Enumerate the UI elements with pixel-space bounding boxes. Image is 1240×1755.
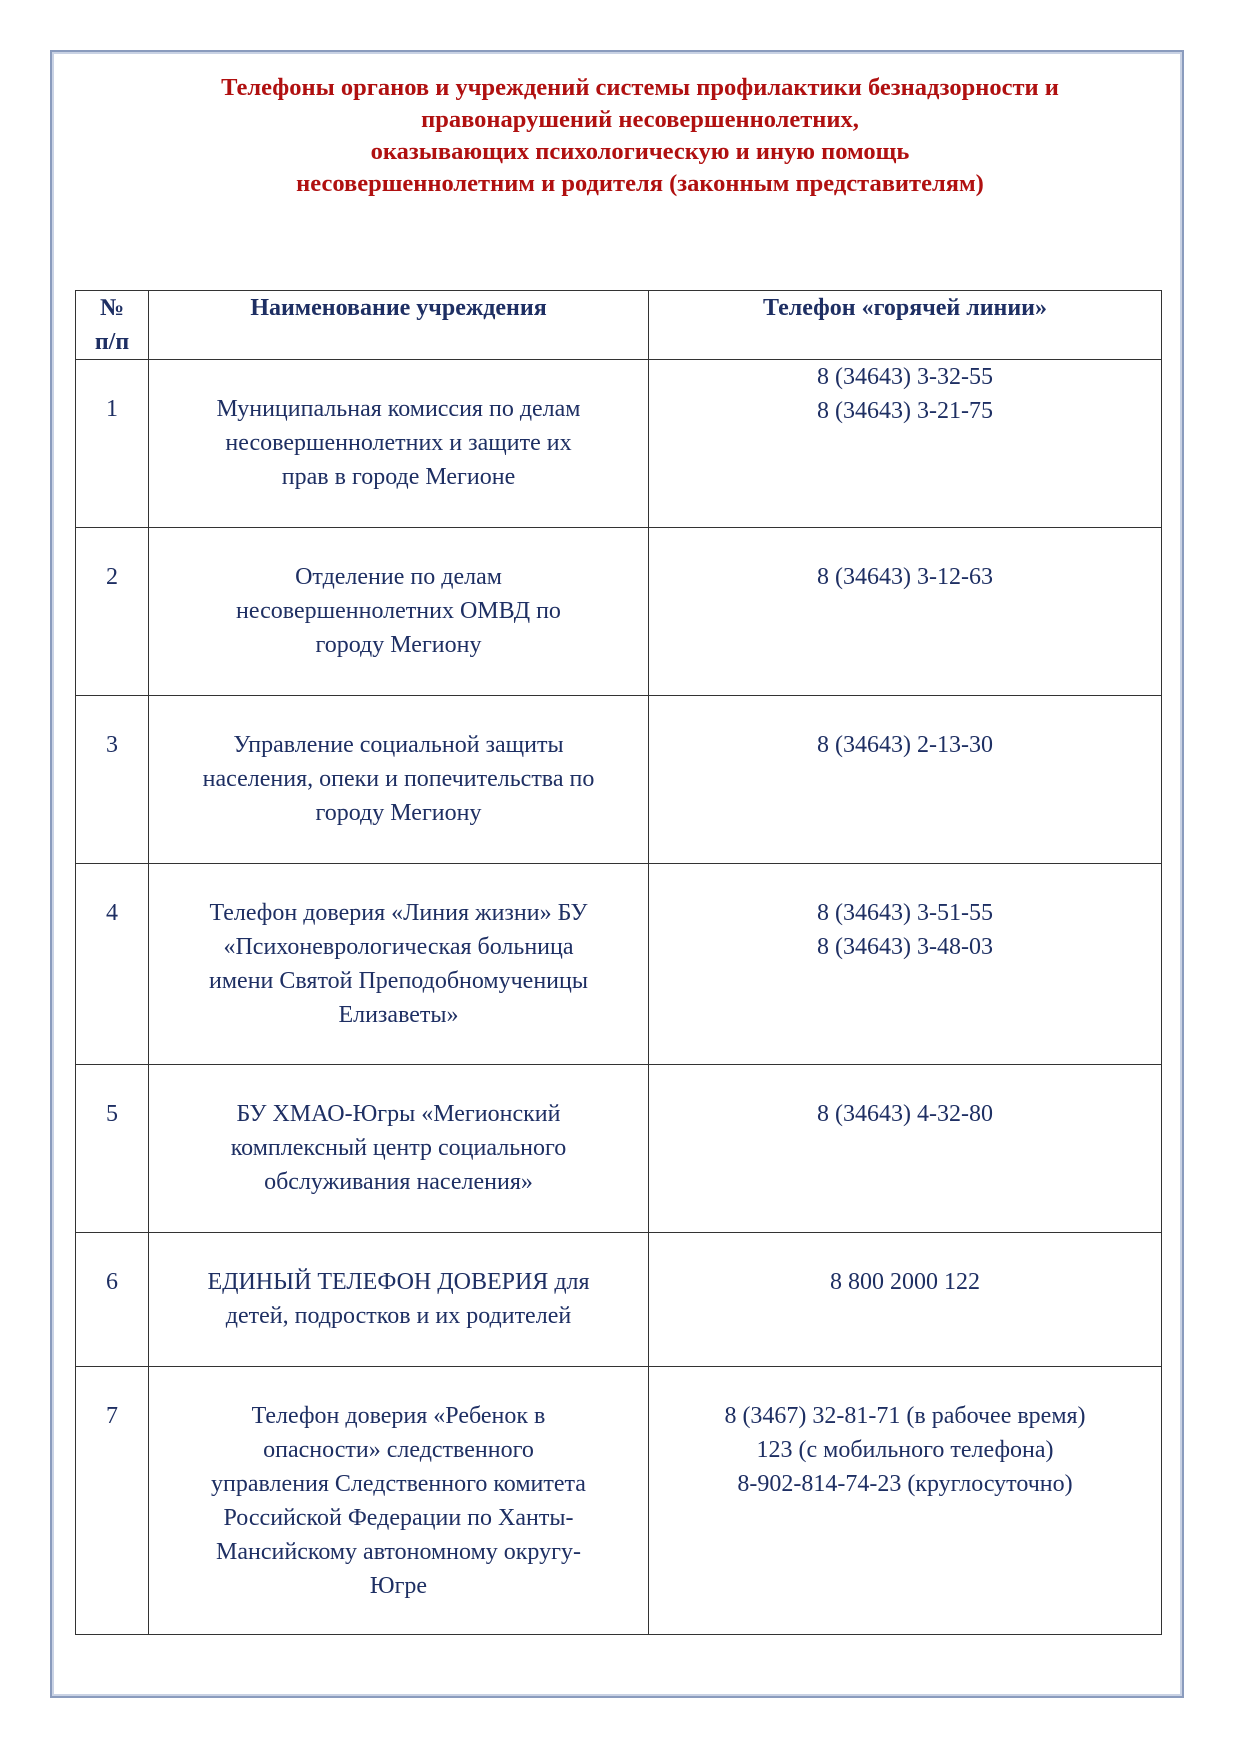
- institution-name: [149, 696, 649, 864]
- institution-name: [149, 528, 649, 696]
- row-number: 7: [76, 1367, 149, 1635]
- phone-number: 8 (34643) 3-32-55: [817, 364, 993, 390]
- phone-number: 8 (34643) 3-12-63: [817, 564, 993, 590]
- name-line: Российской Федерации по Ханты-: [223, 1505, 574, 1531]
- table-header-row: [76, 291, 1162, 360]
- name-line: имени Святой Преподобномученицы: [209, 968, 588, 994]
- phone-number: 8 (34643) 3-48-03: [817, 934, 993, 960]
- title-line: оказывающих психологическую и иную помощь: [370, 138, 910, 165]
- name-line: несовершеннолетних ОМВД по: [236, 598, 561, 624]
- name-line: Управление социальной защиты: [233, 732, 564, 758]
- institution-name: [149, 360, 649, 528]
- document-title: [130, 72, 1150, 200]
- name-line: обслуживания населения»: [264, 1169, 533, 1195]
- header-num-line: п/п: [94, 329, 130, 355]
- name-line: «Психоневрологическая больница: [223, 934, 574, 960]
- hotline-phones: [649, 360, 1162, 528]
- name-line: прав в городе Мегионе: [281, 464, 516, 490]
- name-line: населения, опеки и попечительства по: [202, 766, 595, 792]
- row-number: 6: [76, 1233, 149, 1367]
- phone-number: 8 (34643) 3-51-55: [817, 900, 993, 926]
- name-line: Елизаветы»: [338, 1002, 459, 1028]
- row-number: 5: [76, 1065, 149, 1233]
- hotline-phones: [649, 1367, 1162, 1635]
- institution-name: [149, 864, 649, 1065]
- name-line: опасности» следственного: [263, 1437, 534, 1463]
- row-number: 4: [76, 864, 149, 1065]
- name-line: детей, подростков и их родителей: [225, 1303, 572, 1329]
- name-line: комплексный центр социального: [230, 1135, 567, 1161]
- name-line: управления Следственного комитета: [211, 1471, 586, 1497]
- phone-number: 123 (с мобильного телефона): [756, 1437, 1054, 1463]
- institution-name: [149, 1065, 649, 1233]
- hotline-phones: [649, 696, 1162, 864]
- hotline-phones: [649, 1233, 1162, 1367]
- row-number: 2: [76, 528, 149, 696]
- name-line: ЕДИНЫЙ ТЕЛЕФОН ДОВЕРИЯ для: [207, 1269, 590, 1295]
- phone-number: 8 (34643) 2-13-30: [817, 732, 993, 758]
- name-line: Отделение по делам: [295, 564, 502, 590]
- name-line: несовершеннолетних и защите их: [225, 430, 572, 456]
- table-row: [76, 1367, 1162, 1635]
- row-number: 1: [76, 360, 149, 528]
- table-row: [76, 696, 1162, 864]
- name-line: Телефон доверия «Линия жизни» БУ: [209, 900, 588, 926]
- name-line: БУ ХМАО-Югры «Мегионский: [236, 1101, 561, 1127]
- contacts-table: [75, 290, 1162, 1635]
- phone-number: 8 (34643) 4-32-80: [817, 1101, 993, 1127]
- header-num-line: №: [99, 295, 125, 321]
- name-line: Телефон доверия «Ребенок в: [251, 1403, 546, 1429]
- hotline-phones: [649, 1065, 1162, 1233]
- name-line: Муниципальная комиссия по делам: [216, 396, 581, 422]
- header-num: [76, 291, 149, 360]
- name-line: городу Мегиону: [315, 800, 482, 826]
- institution-name: [149, 1233, 649, 1367]
- phone-number: 8-902-814-74-23 (круглосуточно): [737, 1471, 1073, 1497]
- table-row: [76, 528, 1162, 696]
- name-line: Мансийскому автономному округу-: [216, 1539, 581, 1565]
- hotline-phones: [649, 528, 1162, 696]
- hotline-phones: [649, 864, 1162, 1065]
- table-row: [76, 1233, 1162, 1367]
- institution-name: [149, 1367, 649, 1635]
- table-row: [76, 864, 1162, 1065]
- phone-number: 8 800 2000 122: [830, 1269, 980, 1295]
- name-line: Югре: [369, 1573, 428, 1599]
- table-row: [76, 360, 1162, 528]
- header-phone: Телефон «горячей линии»: [649, 291, 1162, 360]
- phone-number: 8 (34643) 3-21-75: [817, 398, 993, 424]
- title-line: несовершеннолетним и родителя (законным представителям): [296, 170, 984, 197]
- name-line: городу Мегиону: [315, 632, 482, 658]
- title-line: Телефоны органов и учреждений системы профилактики безнадзорности и: [221, 74, 1059, 101]
- row-number: 3: [76, 696, 149, 864]
- header-name: Наименование учреждения: [149, 291, 649, 360]
- phone-number: 8 (3467) 32-81-71 (в рабочее время): [724, 1403, 1086, 1429]
- table-row: [76, 1065, 1162, 1233]
- title-line: правонарушений несовершеннолетних,: [421, 106, 859, 133]
